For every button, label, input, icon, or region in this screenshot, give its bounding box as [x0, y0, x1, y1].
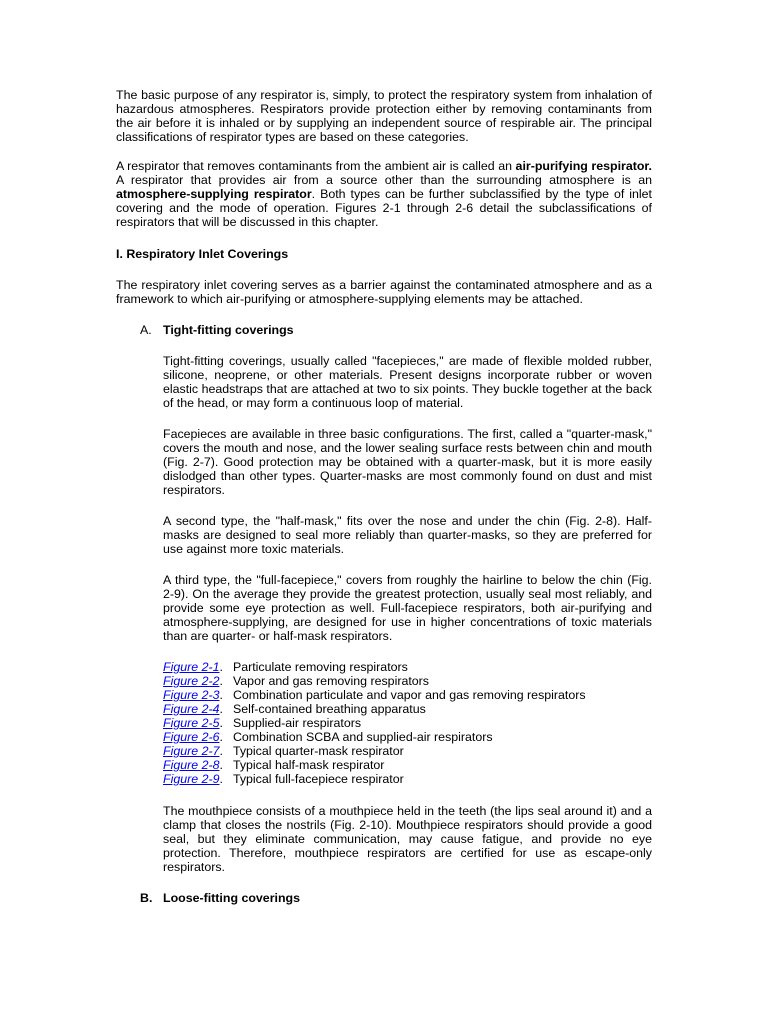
section-heading: I. Respiratory Inlet Coverings [116, 247, 289, 261]
figure-caption: Typical quarter-mask respirator [232, 744, 404, 758]
figure-item: Figure 2-4. Self-contained breathing apparatus [163, 702, 426, 716]
figure-link-2-9[interactable]: Figure 2-9 [163, 772, 220, 786]
facepieces-paragraph: Tight-fitting coverings, usually called "facepieces," are made of flexible molded rubber, silicone, neoprene, or other materials. Present designs incorporate rubber or woven elastic headstraps that are attached at two to six points. They buckle together at the back of the head, or may form a continuous loop of material. [163, 354, 652, 410]
figure-item: Figure 2-8. Typical half-mask respirator [163, 758, 385, 772]
respirator-definition-paragraph [116, 159, 652, 229]
figure-link-2-3[interactable]: Figure 2-3 [163, 688, 220, 702]
figure-caption: Combination SCBA and supplied-air respirators [232, 730, 493, 744]
section-intro-paragraph: The respiratory inlet covering serves as a barrier against the contaminated atmosphere and as a framework to which air-purifying or atmosphere-supplying elements may be attached. [116, 278, 652, 306]
figure-link-2-7[interactable]: Figure 2-7 [163, 744, 220, 758]
mouthpiece-paragraph: The mouthpiece consists of a mouthpiece held in the teeth (the lips seal around it) and a clamp that closes the nostrils (Fig. 2-10). Mouthpiece respirators should provide a good seal, but they eliminate communication, may cause fatigue, and provide no eye protection. Therefore, mouthpiece respirators are certified for use as escape-only respirators. [163, 804, 652, 874]
figure-caption: Self-contained breathing apparatus [232, 702, 426, 716]
figure-caption: Supplied-air respirators [232, 716, 362, 730]
subsection-b-marker: B. [140, 891, 153, 905]
quarter-mask-paragraph: Facepieces are available in three basic configurations. The first, called a "quarter-mask," covers the mouth and nose, and the lower sealing surface rests between chin and mouth (Fig. 2-7). Good protection may be obtained with a quarter-mask, but it is more easily dislodged than other types. Quarter-masks are most commonly found on dust and mist respirators. [163, 427, 652, 497]
subsection-b-title: Loose-fitting coverings [163, 891, 300, 905]
figure-link-2-2[interactable]: Figure 2-2 [163, 674, 220, 688]
figure-caption: Combination particulate and vapor and gas removing respirators [232, 688, 586, 702]
figure-item: Figure 2-2. Vapor and gas removing respirators [163, 674, 429, 688]
document-page [116, 88, 652, 922]
figure-link-2-8[interactable]: Figure 2-8 [163, 758, 220, 772]
figure-caption: Particulate removing respirators [232, 660, 408, 674]
figure-link-2-6[interactable]: Figure 2-6 [163, 730, 220, 744]
subsection-a-title: Tight-fitting coverings [163, 323, 294, 337]
figure-link-2-4[interactable]: Figure 2-4 [163, 702, 220, 716]
p2-text-e: . Both types can be further subclassified by the type of inlet covering and the mode of operation. Figures 2-1 through 2-6 detail the subclassifications of respirators that will be discussed in this chapter. [116, 187, 652, 229]
figure-item: Figure 2-1. Particulate removing respirators [163, 660, 408, 674]
full-facepiece-paragraph: A third type, the "full-facepiece," covers from roughly the hairline to below the chin (Fig. 2-9). On the average they provide the greatest protection, usually seal most reliably, and provide some eye protection as well. Full-facepiece respirators, both air-purifying and atmosphere-supplying, are designed for use in higher concentrations of toxic materials than are quarter- or half-mask respirators. [163, 573, 652, 643]
half-mask-paragraph: A second type, the "half-mask," fits over the nose and under the chin (Fig. 2-8). Half-masks are designed to seal more reliably than quarter-masks, so they are preferred for use against more toxic materials. [163, 514, 652, 556]
figure-item: Figure 2-9. Typical full-facepiece respirator [163, 772, 404, 786]
figure-caption: Typical half-mask respirator [232, 758, 385, 772]
figure-caption: Vapor and gas removing respirators [232, 674, 429, 688]
p2-text-a: A respirator that removes contaminants from the ambient air is called an [116, 159, 516, 173]
term-air-purifying: air-purifying respirator. [515, 159, 652, 173]
p2-text-c: A respirator that provides air from a source other than the surrounding atmosphere is an [116, 173, 652, 187]
mouthpiece-section [163, 804, 652, 874]
term-atmosphere-supplying: atmosphere-supplying respirator [116, 187, 312, 201]
figure-item: Figure 2-5. Supplied-air respirators [163, 716, 362, 730]
figure-list [163, 660, 652, 786]
subsection-b-heading [140, 891, 652, 905]
subsection-a-body [163, 354, 652, 643]
subsection-a-heading [140, 323, 652, 337]
subsection-a-marker: A. [140, 323, 152, 337]
figure-item: Figure 2-6. Combination SCBA and supplied-air respirators [163, 730, 493, 744]
figure-item: Figure 2-7. Typical quarter-mask respirator [163, 744, 404, 758]
figure-link-2-5[interactable]: Figure 2-5 [163, 716, 220, 730]
figure-caption: Typical full-facepiece respirator [232, 772, 404, 786]
intro-paragraph: The basic purpose of any respirator is, simply, to protect the respiratory system from inhalation of hazardous atmospheres. Respirators provide protection either by removing contaminants from the air before it is inhaled or by supplying an independent source of respirable air. The principal classifications of respirator types are based on these categories. [116, 88, 652, 144]
figure-item: Figure 2-3. Combination particulate and vapor and gas removing respirators [163, 688, 586, 702]
figure-link-2-1[interactable]: Figure 2-1 [163, 660, 220, 674]
